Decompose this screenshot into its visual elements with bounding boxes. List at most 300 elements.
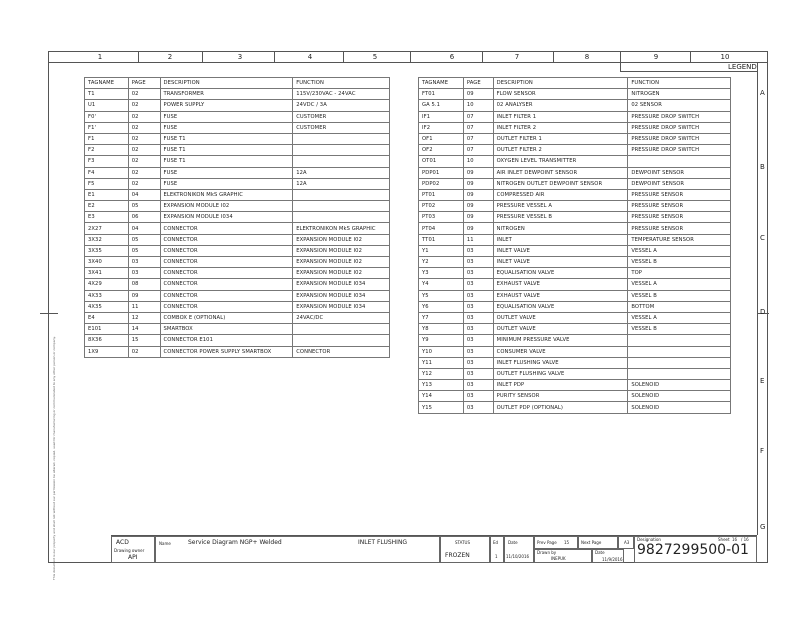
table-row — [419, 380, 731, 391]
column-number: 9 — [653, 53, 659, 61]
table-cell: FT01 — [419, 89, 464, 100]
table-cell — [293, 201, 390, 212]
prev-page-cell — [534, 536, 578, 549]
table-row — [85, 122, 390, 133]
table-cell: 04 — [128, 223, 160, 234]
table-cell: NITROGEN — [493, 223, 628, 234]
column-number: 3 — [237, 53, 243, 61]
table-cell: 02 — [128, 346, 160, 357]
table-cell: E3 — [85, 212, 129, 223]
table-cell: 03 — [128, 268, 160, 279]
table-cell: INLET VALVE — [493, 245, 628, 256]
table-cell: VESSEL A — [628, 312, 731, 323]
col-tick — [620, 51, 621, 71]
table-header-row — [419, 78, 731, 89]
table-row — [419, 324, 731, 335]
table-cell: CONNECTOR — [160, 223, 293, 234]
table-cell: EXPANSION MODULE I02 — [160, 201, 293, 212]
table-cell: 03 — [463, 279, 493, 290]
table-cell — [628, 335, 731, 346]
table-cell: BOTTOM — [628, 301, 731, 312]
table-cell: VESSEL A — [628, 245, 731, 256]
column-number: 2 — [167, 53, 173, 61]
row-letter: D — [760, 308, 766, 316]
table-cell: PDP01 — [419, 167, 464, 178]
side-marker — [40, 313, 58, 314]
table-cell: PRESSURE SENSOR — [628, 223, 731, 234]
date-label: Date — [508, 540, 518, 545]
table-row — [85, 178, 390, 189]
table-cell: E1 — [85, 189, 129, 200]
frame-left — [48, 51, 49, 563]
table-cell: 05 — [128, 245, 160, 256]
table-row — [419, 167, 731, 178]
table-cell: E2 — [85, 201, 129, 212]
table-cell: 1X9 — [85, 346, 129, 357]
next-page-cell — [578, 536, 618, 549]
table-row — [419, 245, 731, 256]
table-cell: 03 — [463, 402, 493, 413]
paper-size: A3 — [624, 540, 630, 545]
table-cell: SOLENOID — [628, 391, 731, 402]
table-cell: 14 — [128, 324, 160, 335]
table-cell: IF1 — [419, 111, 464, 122]
row-letter: B — [760, 163, 765, 171]
table-cell: MINIMUM PRESSURE VALVE — [493, 335, 628, 346]
prev-page-value: 15 — [564, 540, 570, 545]
table-row — [419, 212, 731, 223]
table-cell: 10 — [463, 156, 493, 167]
table-row — [419, 357, 731, 368]
table-cell: NITROGEN — [628, 89, 731, 100]
table-cell: OUTLET FILTER 2 — [493, 145, 628, 156]
table-row — [85, 257, 390, 268]
table-cell: 05 — [128, 234, 160, 245]
table-cell: COMPRESSED AIR — [493, 189, 628, 200]
table-cell: INLET VALVE — [493, 257, 628, 268]
drawn-date-label: Date — [595, 550, 605, 555]
table-cell: PRESSURE SENSOR — [628, 201, 731, 212]
frame-top — [48, 51, 768, 52]
table-cell: 03 — [463, 257, 493, 268]
table-row — [85, 167, 390, 178]
row-letter: A — [760, 89, 765, 97]
next-page-label: Next Page — [581, 540, 602, 545]
sheet-number: 16 — [732, 537, 738, 542]
table-row — [419, 178, 731, 189]
table-cell: CONSUMER VALVE — [493, 346, 628, 357]
table-cell: DEWPOINT SENSOR — [628, 167, 731, 178]
table-cell: 02 — [128, 167, 160, 178]
table-cell: Y7 — [419, 312, 464, 323]
table-cell: 04 — [128, 189, 160, 200]
table-cell: Y12 — [419, 368, 464, 379]
table-cell: F2 — [85, 145, 129, 156]
table-cell: INLET — [493, 234, 628, 245]
table-cell: TRANSFORMER — [160, 89, 293, 100]
table-cell: CONNECTOR POWER SUPPLY SMARTBOX — [160, 346, 293, 357]
column-header: FUNCTION — [293, 78, 390, 89]
table-cell: IF2 — [419, 122, 464, 133]
column-number: 7 — [514, 53, 520, 61]
table-row — [85, 89, 390, 100]
designation-number: 9827299500-01 — [637, 542, 749, 558]
table-cell: Y15 — [419, 402, 464, 413]
table-cell: Y14 — [419, 391, 464, 402]
table-row — [419, 201, 731, 212]
table-cell: FUSE — [160, 122, 293, 133]
status-label: STATUS — [455, 540, 471, 545]
table-cell: INLET PDP — [493, 380, 628, 391]
table-cell: FUSE — [160, 167, 293, 178]
table-cell: EXPANSION MODULE I034 — [293, 279, 390, 290]
designation-label: Designation — [637, 537, 661, 542]
table-cell: EQUALISATION VALVE — [493, 268, 628, 279]
legend-table-left — [84, 77, 390, 358]
table-row — [419, 402, 731, 413]
table-cell: PT04 — [419, 223, 464, 234]
table-row — [419, 268, 731, 279]
table-cell: 11 — [128, 301, 160, 312]
table-cell: 02 — [128, 133, 160, 144]
table-cell: 09 — [463, 212, 493, 223]
table-cell: SOLENOID — [628, 402, 731, 413]
table-row — [419, 312, 731, 323]
copyright-note: This document is our property and shall not without our permission be altered, copied, used for manufacturing or communicated to any other person or company. — [52, 336, 56, 580]
table-cell: 05 — [128, 201, 160, 212]
table-cell: 09 — [463, 89, 493, 100]
table-cell — [628, 346, 731, 357]
table-cell: 03 — [463, 290, 493, 301]
table-row — [419, 223, 731, 234]
table-cell: CONNECTOR — [160, 290, 293, 301]
table-cell: OUTLET VALVE — [493, 312, 628, 323]
name-cell — [155, 536, 440, 563]
table-header-row — [85, 78, 390, 89]
table-cell: PRESSURE SENSOR — [628, 189, 731, 200]
table-cell: PRESSURE DROP SWITCH — [628, 133, 731, 144]
table-row — [85, 324, 390, 335]
table-cell: Y6 — [419, 301, 464, 312]
table-cell: GA 5.1 — [419, 100, 464, 111]
col-tick — [690, 51, 691, 62]
prev-page-label: Prev Page — [537, 540, 557, 545]
table-row — [85, 133, 390, 144]
table-cell: INLET FILTER 1 — [493, 111, 628, 122]
table-cell: FUSE — [160, 111, 293, 122]
table-cell: 03 — [463, 391, 493, 402]
table-cell: PT03 — [419, 212, 464, 223]
company-cell — [111, 536, 155, 563]
table-row — [85, 301, 390, 312]
table-row — [85, 100, 390, 111]
table-cell: 02 — [128, 122, 160, 133]
table-row — [419, 391, 731, 402]
table-cell: F0' — [85, 111, 129, 122]
table-cell: Y1 — [419, 245, 464, 256]
table-cell: 24VDC / 3A — [293, 100, 390, 111]
table-cell: OF1 — [419, 133, 464, 144]
table-cell — [293, 189, 390, 200]
table-cell: PRESSURE DROP SWITCH — [628, 122, 731, 133]
status-value: FROZEN — [445, 552, 470, 559]
table-cell: COMBOX E (OPTIONAL) — [160, 312, 293, 323]
table-row — [419, 290, 731, 301]
table-row — [419, 122, 731, 133]
table-cell: CONNECTOR E101 — [160, 335, 293, 346]
table-cell: 4X29 — [85, 279, 129, 290]
table-row — [419, 89, 731, 100]
table-cell — [628, 368, 731, 379]
table-cell: F4 — [85, 167, 129, 178]
table-cell: VESSEL B — [628, 257, 731, 268]
table-cell — [628, 156, 731, 167]
table-cell: 24VAC/DC — [293, 312, 390, 323]
table-cell: 8X36 — [85, 335, 129, 346]
table-cell: EQUALISATION VALVE — [493, 301, 628, 312]
name-label: Name — [159, 541, 171, 546]
table-cell: F1 — [85, 133, 129, 144]
col-tick — [138, 51, 139, 62]
column-number: 10 — [720, 53, 730, 61]
table-row — [85, 279, 390, 290]
table-row — [85, 346, 390, 357]
table-cell: 07 — [463, 111, 493, 122]
designation-cell — [634, 536, 757, 563]
table-cell: DEWPOINT SENSOR — [628, 178, 731, 189]
table-cell: EXPANSION MODULE I02 — [293, 234, 390, 245]
table-cell: ELEKTRONIKON MkS GRAPHIC — [160, 189, 293, 200]
table-cell: AIR INLET DEWPOINT SENSOR — [493, 167, 628, 178]
table-row — [85, 111, 390, 122]
table-cell: Y13 — [419, 380, 464, 391]
table-row — [419, 189, 731, 200]
table-cell: 12 — [128, 312, 160, 323]
drawn-by-value: INEPUK — [551, 556, 566, 561]
table-cell: CONNECTOR — [160, 245, 293, 256]
table-cell: 02 — [128, 100, 160, 111]
table-cell — [293, 145, 390, 156]
frame-top-inner — [48, 62, 768, 63]
table-cell: 09 — [463, 178, 493, 189]
table-row — [419, 257, 731, 268]
table-cell: 07 — [463, 122, 493, 133]
table-cell: OUTLET VALVE — [493, 324, 628, 335]
table-cell: TEMPERATURE SENSOR — [628, 234, 731, 245]
table-cell: POWER SUPPLY — [160, 100, 293, 111]
row-letter: F — [760, 447, 765, 455]
table-cell: FUSE T1 — [160, 133, 293, 144]
table-cell: 02 — [128, 178, 160, 189]
sheet-subtitle: INLET FLUSHING — [358, 539, 408, 546]
table-cell: Y8 — [419, 324, 464, 335]
table-cell: PDP02 — [419, 178, 464, 189]
table-row — [419, 279, 731, 290]
table-cell: 02 — [128, 89, 160, 100]
table-row — [85, 290, 390, 301]
table-cell: E101 — [85, 324, 129, 335]
table-cell: OUTLET FLUSHING VALVE — [493, 368, 628, 379]
row-letter: C — [760, 234, 765, 242]
drawing-owner: API — [128, 554, 138, 561]
table-cell: TOP — [628, 268, 731, 279]
table-cell: 03 — [463, 301, 493, 312]
table-cell: FLOW SENSOR — [493, 89, 628, 100]
table-row — [419, 346, 731, 357]
table-cell: 12A — [293, 178, 390, 189]
table-cell: 03 — [463, 380, 493, 391]
table-cell: Y11 — [419, 357, 464, 368]
table-cell: OF2 — [419, 145, 464, 156]
table-cell: 4X35 — [85, 301, 129, 312]
table-cell: 03 — [463, 335, 493, 346]
table-cell: 3X41 — [85, 268, 129, 279]
table-row — [419, 133, 731, 144]
table-cell: CONNECTOR — [160, 279, 293, 290]
edition-label: Ed — [493, 540, 499, 545]
row-letter: E — [760, 377, 765, 385]
size-cell — [618, 536, 634, 549]
table-cell — [628, 357, 731, 368]
table-cell: PRESSURE DROP SWITCH — [628, 111, 731, 122]
table-cell: U1 — [85, 100, 129, 111]
date-cell — [504, 536, 534, 563]
table-cell: 07 — [463, 145, 493, 156]
drawn-by-label: Drawn by — [537, 550, 557, 555]
table-cell: 08 — [128, 279, 160, 290]
table-cell: PT01 — [419, 189, 464, 200]
table-cell: EXHAUST VALVE — [493, 279, 628, 290]
col-tick — [274, 51, 275, 62]
table-cell: 09 — [463, 223, 493, 234]
status-cell — [440, 536, 490, 563]
drawn-by-cell — [534, 549, 592, 563]
table-cell: OUTLET FILTER 1 — [493, 133, 628, 144]
table-cell: CONNECTOR — [160, 257, 293, 268]
table-cell: 10 — [463, 100, 493, 111]
table-cell: 02 — [128, 111, 160, 122]
table-row — [419, 301, 731, 312]
table-row — [85, 156, 390, 167]
table-row — [85, 245, 390, 256]
table-row — [419, 156, 731, 167]
table-cell: ELEKTRONIKON MkS GRAPHIC — [293, 223, 390, 234]
table-cell: CUSTOMER — [293, 111, 390, 122]
table-cell: INLET FILTER 2 — [493, 122, 628, 133]
table-cell: 09 — [128, 290, 160, 301]
legend-table-right — [418, 77, 731, 414]
table-cell: SOLENOID — [628, 380, 731, 391]
table-cell: SMARTBOX — [160, 324, 293, 335]
table-cell: 09 — [463, 167, 493, 178]
column-number: 8 — [584, 53, 590, 61]
col-tick — [553, 51, 554, 62]
table-cell: 02 SENSOR — [628, 100, 731, 111]
title-block — [111, 535, 757, 563]
table-cell: PRESSURE VESSEL B — [493, 212, 628, 223]
table-row — [419, 234, 731, 245]
table-cell: 03 — [463, 346, 493, 357]
table-cell — [293, 212, 390, 223]
column-number: 6 — [449, 53, 455, 61]
table-cell: 03 — [463, 324, 493, 335]
table-cell: 03 — [128, 257, 160, 268]
table-row — [85, 234, 390, 245]
column-number: 4 — [307, 53, 313, 61]
table-cell: 07 — [463, 133, 493, 144]
table-row — [85, 189, 390, 200]
col-tick — [410, 51, 411, 62]
column-number: 1 — [97, 53, 103, 61]
col-tick — [343, 51, 344, 62]
table-cell: CONNECTOR — [160, 301, 293, 312]
frame-right — [767, 51, 768, 563]
table-cell: 3X40 — [85, 257, 129, 268]
table-cell: 3X32 — [85, 234, 129, 245]
table-cell: 03 — [463, 268, 493, 279]
table-row — [85, 223, 390, 234]
column-header: PAGE — [128, 78, 160, 89]
table-cell: INLET FLUSHING VALVE — [493, 357, 628, 368]
table-cell: F3 — [85, 156, 129, 167]
column-header: PAGE — [463, 78, 493, 89]
table-cell: Y3 — [419, 268, 464, 279]
table-row — [85, 268, 390, 279]
table-row — [419, 100, 731, 111]
table-row — [419, 335, 731, 346]
column-header: FUNCTION — [628, 78, 731, 89]
table-row — [419, 145, 731, 156]
table-cell: 03 — [463, 357, 493, 368]
table-cell: EXPANSION MODULE I034 — [293, 301, 390, 312]
sheet-label: Sheet — [718, 537, 730, 542]
table-cell: 4X33 — [85, 290, 129, 301]
table-cell: VESSEL A — [628, 279, 731, 290]
table-cell — [293, 335, 390, 346]
table-cell: 03 — [463, 245, 493, 256]
table-cell: NITROGEN OUTLET DEWPOINT SENSOR — [493, 178, 628, 189]
table-cell: F1' — [85, 122, 129, 133]
table-cell: FUSE T1 — [160, 145, 293, 156]
column-header: DESCRIPTION — [493, 78, 628, 89]
column-header: DESCRIPTION — [160, 78, 293, 89]
col-tick — [202, 51, 203, 62]
table-cell: VESSEL B — [628, 324, 731, 335]
col-tick — [482, 51, 483, 62]
table-row — [419, 111, 731, 122]
company: ACD — [116, 539, 129, 546]
table-cell: EXPANSION MODULE I02 — [293, 268, 390, 279]
table-cell: 02 — [128, 145, 160, 156]
table-cell: PRESSURE VESSEL A — [493, 201, 628, 212]
table-cell: FUSE — [160, 178, 293, 189]
table-cell: CUSTOMER — [293, 122, 390, 133]
table-cell: EXPANSION MODULE I02 — [293, 257, 390, 268]
table-cell: Y5 — [419, 290, 464, 301]
table-cell: CONNECTOR — [160, 234, 293, 245]
table-cell: Y2 — [419, 257, 464, 268]
table-cell: 2X27 — [85, 223, 129, 234]
table-cell: VESSEL B — [628, 290, 731, 301]
table-cell: OUTLET PDP (OPTIONAL) — [493, 402, 628, 413]
table-cell: 09 — [463, 201, 493, 212]
table-cell: 3X35 — [85, 245, 129, 256]
table-row — [85, 212, 390, 223]
frame-right-inner — [757, 62, 758, 535]
legend-underline — [620, 71, 757, 72]
table-cell — [293, 133, 390, 144]
column-header: TAGNAME — [85, 78, 129, 89]
